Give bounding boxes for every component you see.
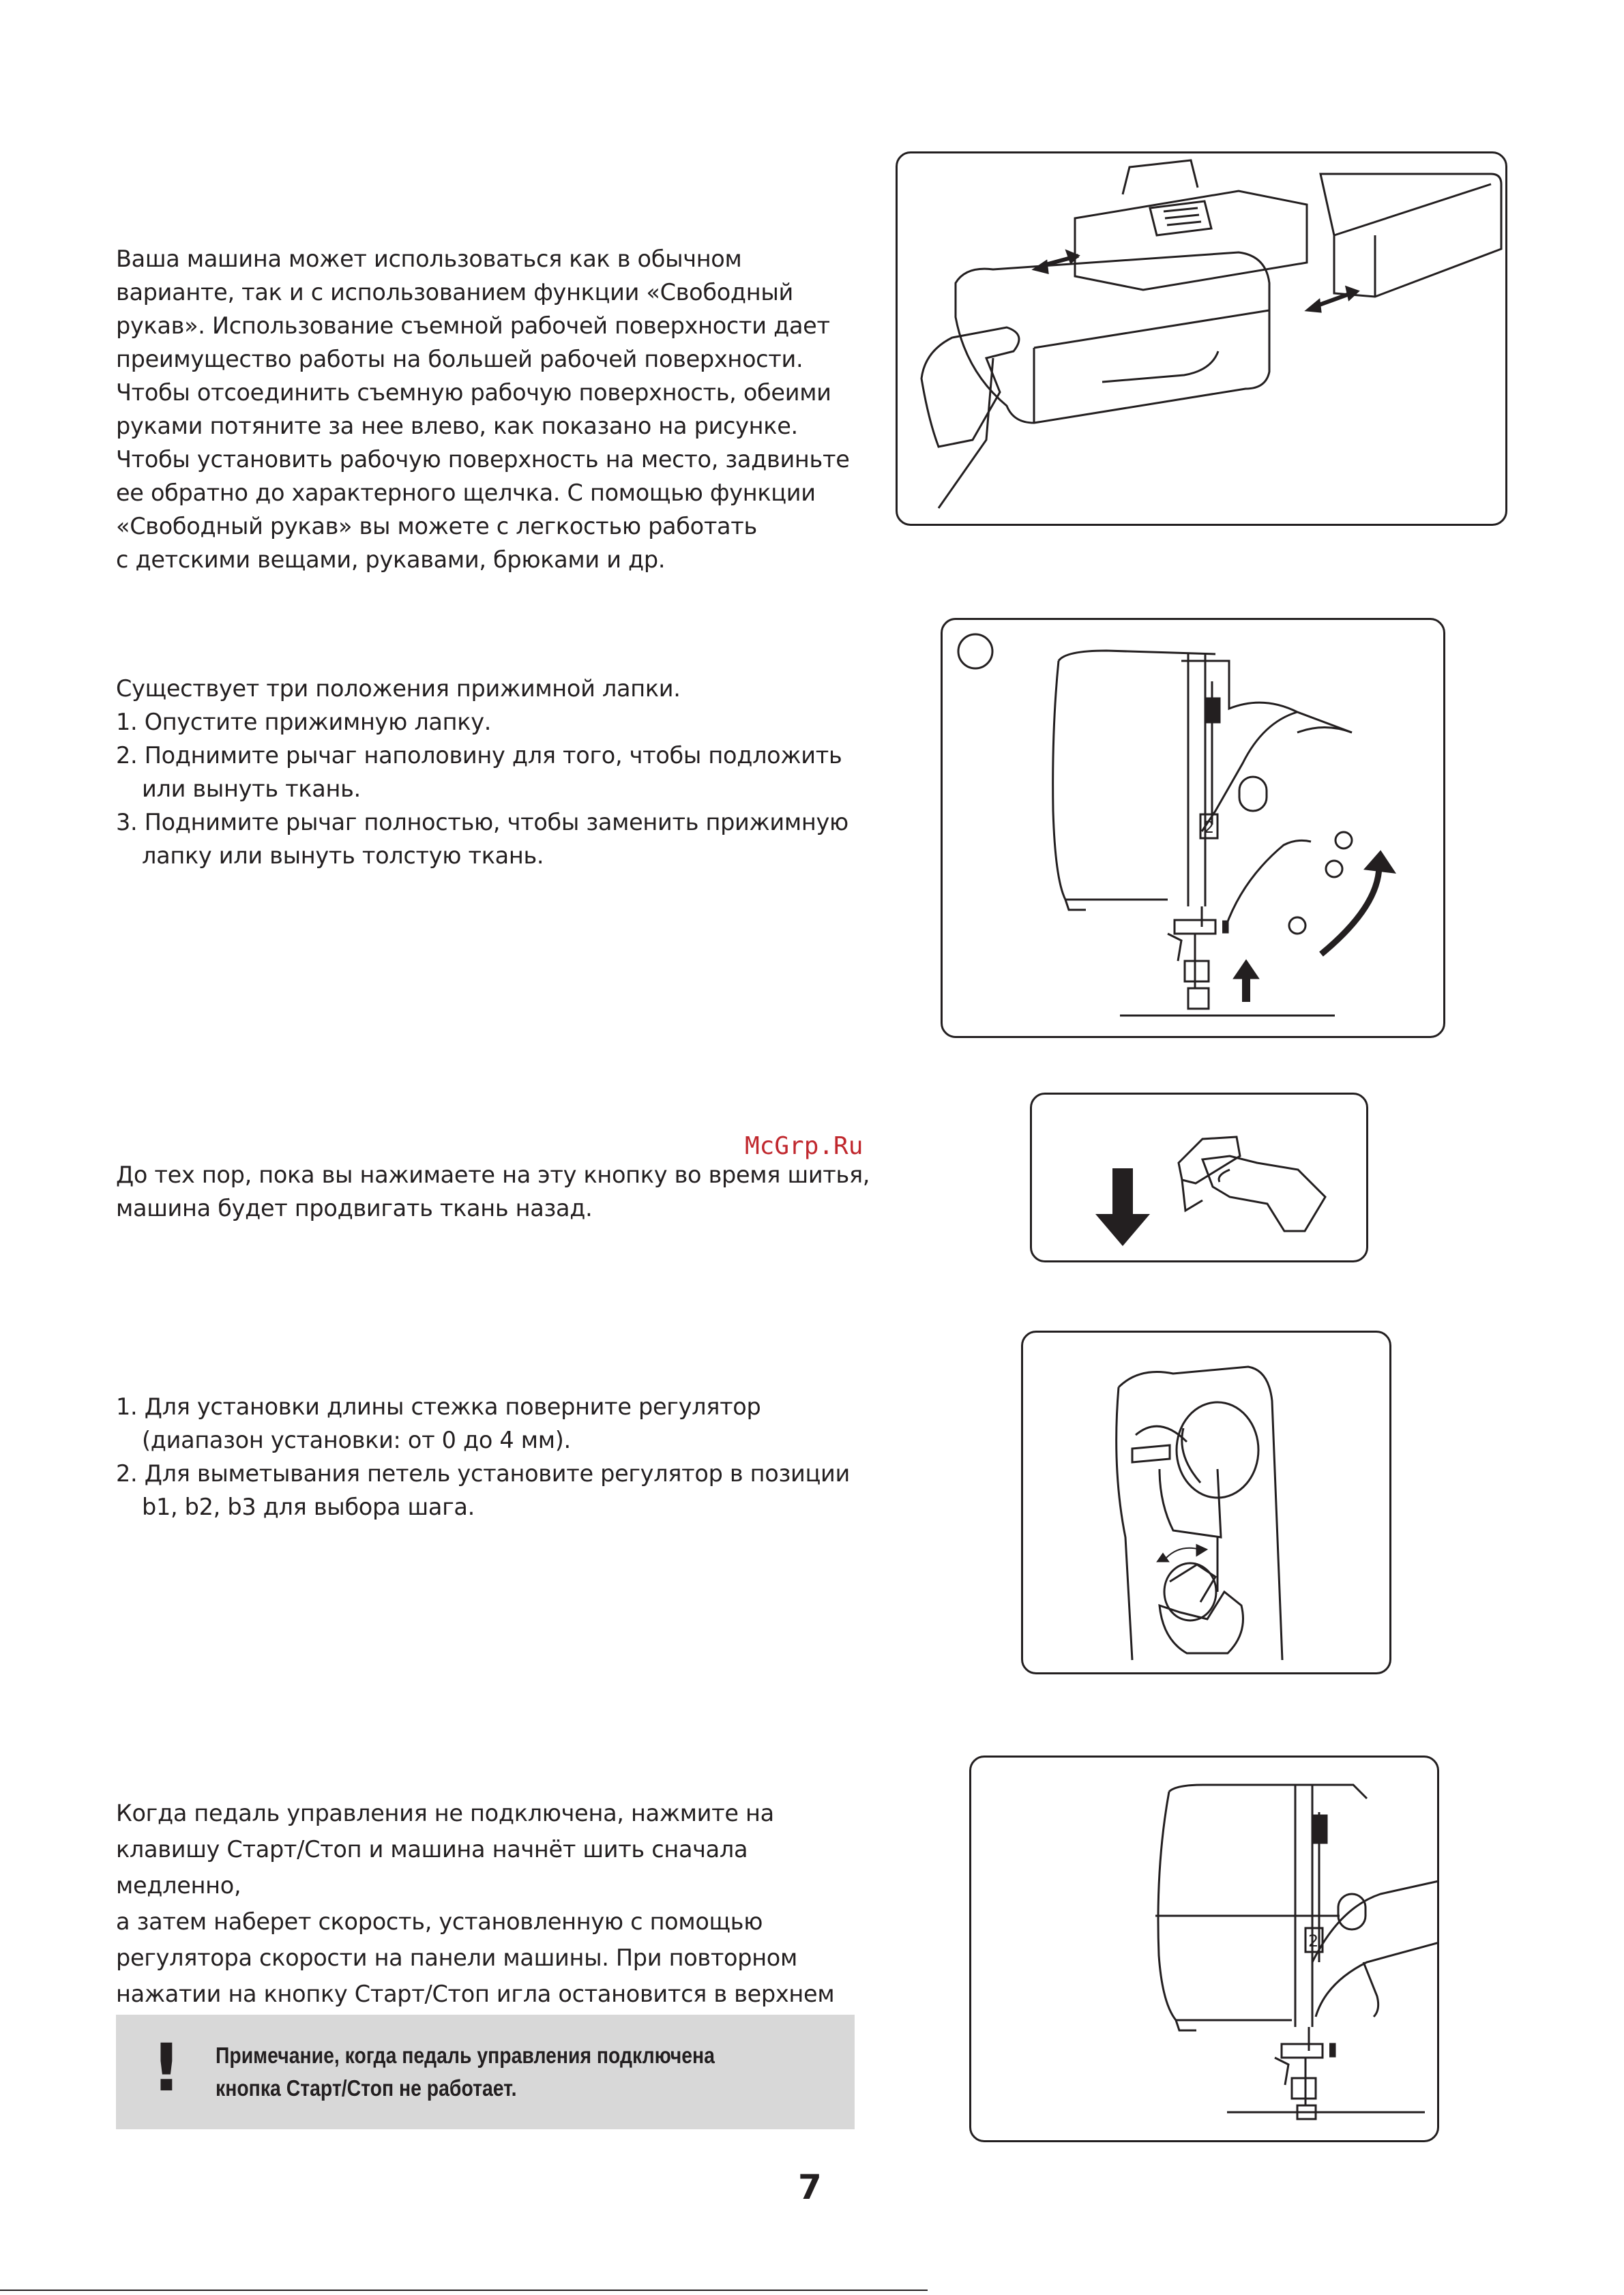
- text-line: Когда педаль управления не подключена, нажмите на: [116, 1800, 774, 1826]
- note-line: Примечание, когда педаль управления подключена: [216, 2043, 715, 2068]
- page-number: 7: [798, 2167, 822, 2207]
- note-text: [216, 2039, 743, 2105]
- reverse-button-illustration: [1030, 1093, 1368, 1262]
- note-line: кнопка Старт/Стоп не работает.: [216, 2075, 517, 2101]
- text-line: ее обратно до характерного щелчка. С помощью функции: [116, 479, 816, 506]
- text-line: регулятора скорости на панели машины. При повторном: [116, 1944, 797, 1971]
- stitch-length-text: [116, 1390, 873, 1524]
- lever-label: 2: [1308, 1931, 1319, 1951]
- text-line: 1. Опустите прижимную лапку.: [116, 709, 492, 735]
- reverse-button-text: [116, 1158, 873, 1225]
- text-line: 3. Поднимите рычаг полностью, чтобы заменить прижимную: [116, 809, 848, 835]
- presser-foot-text: [116, 672, 873, 872]
- text-line: машина будет продвигать ткань назад.: [116, 1195, 593, 1221]
- text-line: а затем наберет скорость, установленную с помощью: [116, 1908, 763, 1935]
- text-line: 1. Для установки длины стежка поверните регулятор: [116, 1393, 761, 1420]
- start-stop-text: [116, 1795, 873, 2048]
- presser-foot-illustration: [941, 618, 1445, 1038]
- text-line: рукав». Использование съемной рабочей поверхности дает: [116, 312, 830, 339]
- text-line: 2. Поднимите рычаг наполовину для того, чтобы подложить: [116, 742, 842, 769]
- free-arm-text: [116, 242, 873, 576]
- text-line: «Свободный рукав» вы можете с легкостью работать: [116, 513, 757, 539]
- text-line: (диапазон установки: от 0 до 4 мм).: [142, 1427, 571, 1453]
- watermark: McGrp.Ru: [745, 1132, 863, 1160]
- stitch-length-dial-illustration: [1021, 1331, 1391, 1674]
- text-line: 2. Для выметывания петель установите регулятор в позиции: [116, 1460, 850, 1487]
- text-line: с детскими вещами, рукавами, брюками и др.: [116, 546, 666, 573]
- text-line: клавишу Старт/Стоп и машина начнёт шить сначала медленно,: [116, 1836, 748, 1899]
- text-line: варианте, так и с использованием функции «Свободный: [116, 279, 793, 306]
- text-line: или вынуть ткань.: [142, 775, 361, 802]
- text-line: b1, b2, b3 для выбора шага.: [142, 1494, 475, 1520]
- text-line: руками потяните за нее влево, как показано на рисунке.: [116, 413, 798, 439]
- text-line: Существует три положения прижимной лапки.: [116, 675, 681, 702]
- text-line: преимущество работы на большей рабочей поверхности.: [116, 346, 803, 372]
- text-line: лапку или вынуть толстую ткань.: [142, 842, 544, 869]
- free-arm-illustration: [896, 151, 1507, 526]
- text-line: Чтобы установить рабочую поверхность на место, задвиньте: [116, 446, 850, 473]
- text-line: Ваша машина может использоваться как в обычном: [116, 246, 742, 272]
- lever-label: 2: [1204, 818, 1215, 837]
- text-line: нажатии на кнопку Старт/Стоп игла остановится в верхнем: [116, 1981, 835, 2007]
- warning-icon: !: [151, 2030, 181, 2106]
- text-line: До тех пор, пока вы нажимаете на эту кнопку во время шитья,: [116, 1161, 870, 1188]
- text-line: Чтобы отсоединить съемную рабочую поверхность, обеими: [116, 379, 831, 406]
- note-box: [116, 2015, 855, 2129]
- start-stop-illustration: [969, 1756, 1439, 2142]
- bottom-divider: [0, 2290, 928, 2291]
